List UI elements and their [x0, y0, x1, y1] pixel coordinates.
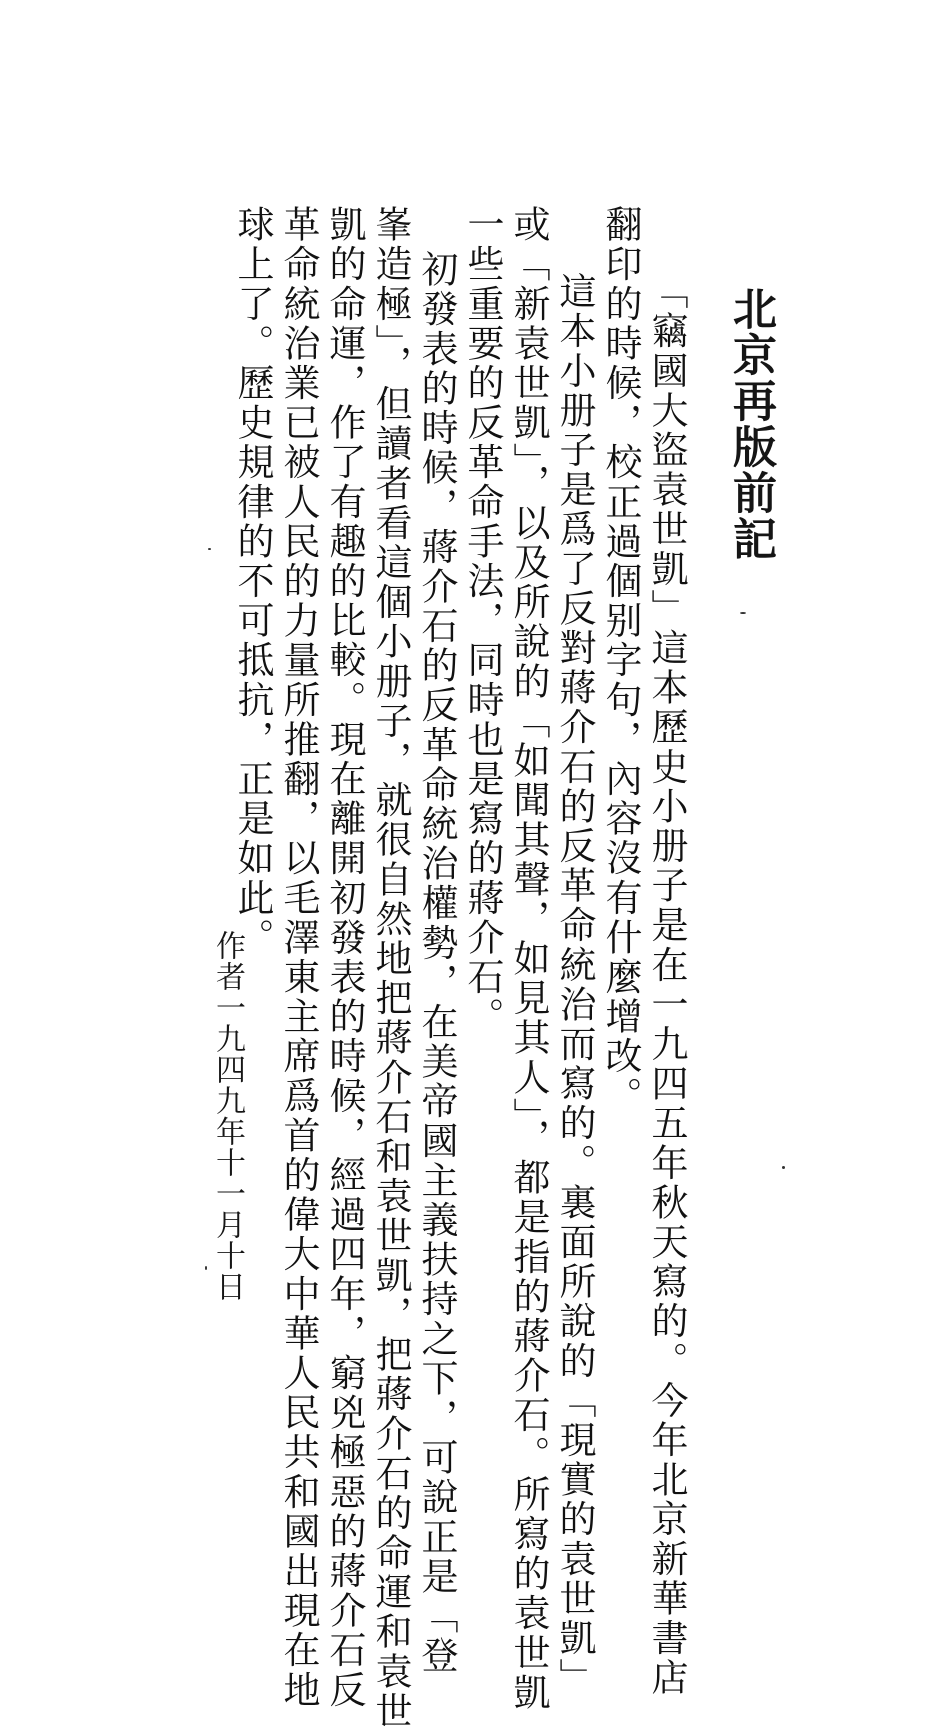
text-column-2: 翻印的時候，校正過個别字句，內容沒有什麼增改。	[599, 205, 642, 1116]
page-title: 北京再版前記	[725, 286, 776, 562]
text-column-3: 這本小册子是爲了反對蔣介石的反革命統治而寫的。裏面所說的「現實的袁世凱」	[553, 272, 596, 1698]
text-column-5: 一些重要的反革命手法，同時也是寫的蔣介石。	[461, 205, 504, 1037]
scan-speck	[208, 548, 211, 550]
text-column-8: 凱的命運，作了有趣的比較。現在離開初發表的時候，經過四年，窮兇極惡的蔣介石反	[323, 205, 366, 1710]
scan-speck	[740, 612, 746, 614]
text-column-10: 球上了。歷史規律的不可抵抗，正是如此。	[231, 205, 274, 958]
text-column-1: 「竊國大盜袁世凱」這本歷史小册子是在一九四五年秋天寫的。今年北京新華書店	[645, 272, 688, 1698]
author-signature: 作者一九四九年十一月十日	[210, 930, 245, 1302]
scan-speck	[205, 1266, 207, 1270]
text-column-4: 或「新袁世凱」，以及所說的「如聞其聲，如見其人」，都是指的蔣介石。所寫的袁世凱	[507, 205, 550, 1713]
text-column-6: 初發表的時候，蔣介石的反革命統治權勢，在美帝國主義扶持之下，可說正是「登	[415, 250, 458, 1676]
text-column-9: 革命統治業已被人民的力量所推翻，以毛澤東主席爲首的偉大中華人民共和國出現在地	[277, 205, 320, 1710]
text-column-7: 峯造極」，但讀者看這個小册子，就很自然地把蔣介石和袁世凱，把蔣介石的命運和袁世	[369, 205, 412, 1731]
scan-speck	[782, 1166, 785, 1169]
